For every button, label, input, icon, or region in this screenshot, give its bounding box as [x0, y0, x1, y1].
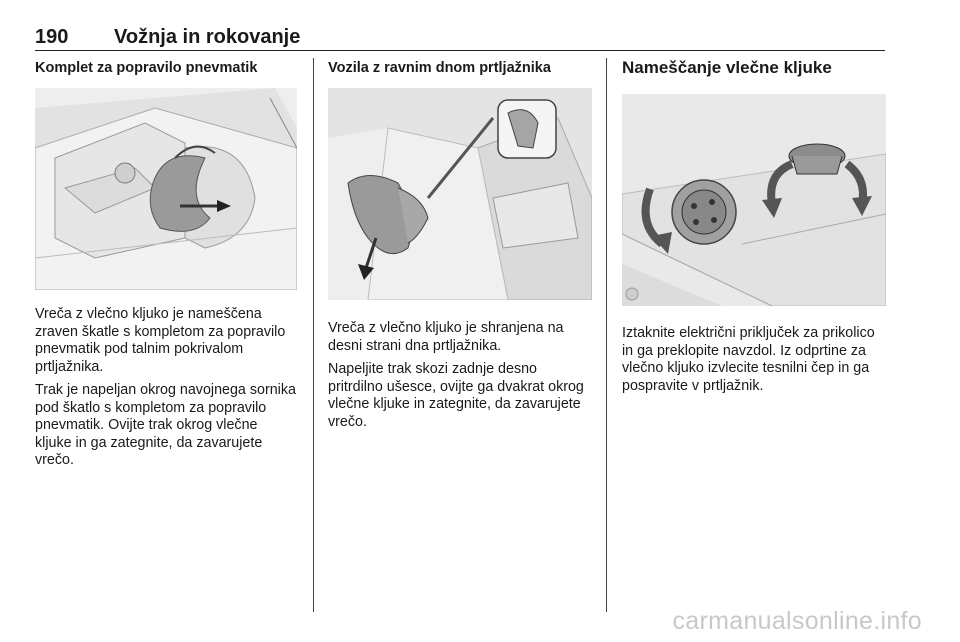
- column-divider: [313, 58, 314, 612]
- paragraph: Trak je napeljan okrog navojnega sornika pod škatlo s kompletom za popravilo pnevmatik. Ovijte trak okrog vlečne kljuke in ga zategnite, da zavarujete vrečo.: [35, 382, 296, 468]
- illustration-flat-floor-bag: [328, 88, 592, 300]
- column-flat-load-floor: [328, 58, 592, 437]
- section-title: Vozila z ravnim dnom prtljažnika: [328, 60, 551, 76]
- paragraph: Napeljite trak skozi zadnje desno pritrdilno ušesce, ovijte ga dvakrat okrog vlečne kljuke in zategnite, da zavarujete vrečo.: [328, 361, 584, 430]
- illustration-towbar-socket: [622, 94, 886, 306]
- page-number: 190: [35, 26, 69, 48]
- column-towbar-mounting: [622, 58, 886, 401]
- paragraph: Vreča z vlečno kljuko je shranjena na desni strani dna prtljažnika.: [328, 320, 564, 354]
- paragraph: Vreča z vlečno kljuko je nameščena zraven škatle s kompletom za popravilo pnevmatik pod talnim pokrivalom prtljažnika.: [35, 306, 286, 375]
- section-title: Komplet za popravilo pnevmatik: [35, 60, 258, 76]
- page-header: [35, 26, 885, 50]
- column-divider: [606, 58, 607, 612]
- header-rule: [35, 50, 885, 51]
- illustration-tyre-kit-bag: [35, 88, 297, 290]
- paragraph: Iztaknite električni priključek za prikolico in ga preklopite navzdol. Iz odprtine za vlečno kljuko izvlecite tesnilni čep in ga pospravite v prtljažnik.: [622, 325, 875, 394]
- column-tyre-repair-kit: [35, 58, 297, 476]
- section-title: Nameščanje vlečne kljuke: [622, 58, 832, 77]
- watermark[interactable]: carmanualsonline.info: [672, 607, 922, 635]
- chapter-title: Vožnja in rokovanje: [114, 26, 301, 48]
